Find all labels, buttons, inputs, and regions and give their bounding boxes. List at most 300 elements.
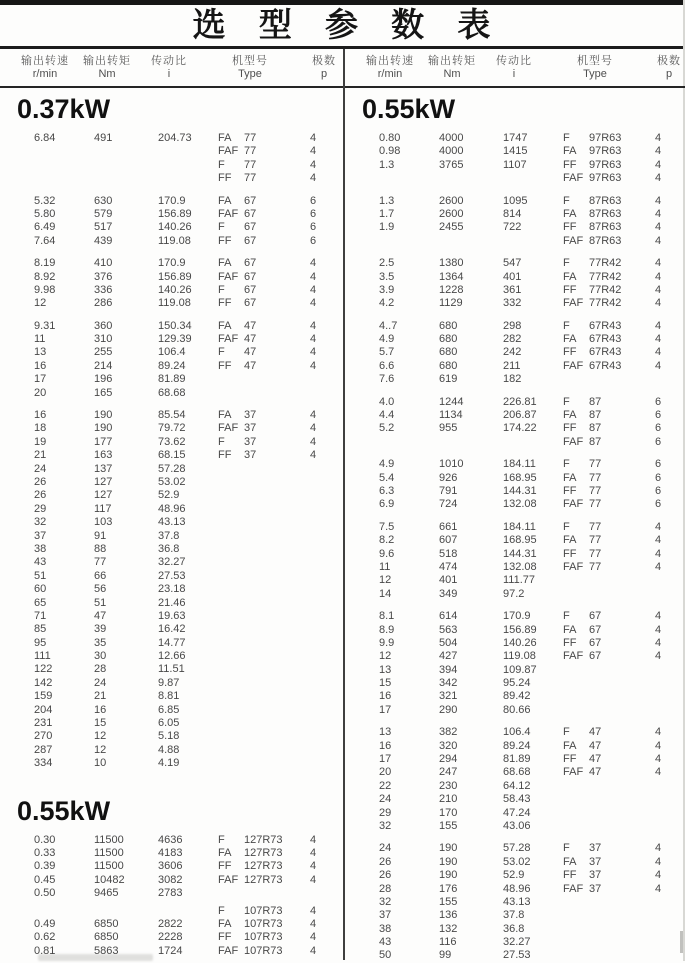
speed-cell: 29 xyxy=(379,806,392,819)
torque-cell: 24 xyxy=(94,676,107,689)
poles-cell: 4 xyxy=(655,194,662,207)
type-prefix-cell: FF xyxy=(563,547,577,560)
torque-cell: 504 xyxy=(439,636,458,649)
type-prefix-cell xyxy=(218,476,244,489)
ratio-cell: 174.22 xyxy=(503,422,537,435)
torque-cell: 165 xyxy=(94,386,113,399)
ratio-cell: 53.02 xyxy=(158,475,186,488)
column-header-row xyxy=(345,49,685,88)
poles-cell: 4 xyxy=(655,145,662,158)
ratio-cell: 68.68 xyxy=(158,386,186,399)
header-model-type xyxy=(200,54,300,82)
speed-cell: 5.7 xyxy=(379,346,395,359)
table-row xyxy=(0,387,343,400)
ratio-cell: 282 xyxy=(503,333,522,346)
table-columns xyxy=(0,49,683,960)
poles-cell: 4 xyxy=(310,359,317,372)
poles-cell xyxy=(655,664,685,677)
torque-cell: 196 xyxy=(94,373,113,386)
header-ratio-unit: i xyxy=(167,68,171,80)
ratio-cell: 89.24 xyxy=(158,359,186,372)
table-row xyxy=(345,333,685,346)
speed-cell: 95 xyxy=(34,636,47,649)
type-prefix-cell xyxy=(563,780,589,793)
torque-cell: 230 xyxy=(439,779,458,792)
type-size-cell: 37 xyxy=(589,855,602,868)
speed-cell: 38 xyxy=(34,542,47,555)
speed-cell: 24 xyxy=(34,462,47,475)
speed-cell: 50 xyxy=(379,949,392,962)
table-row xyxy=(0,860,343,873)
table-row xyxy=(0,221,343,234)
power-section-title: 0.37kW xyxy=(17,94,111,124)
type-size-cell: 67 xyxy=(244,207,257,220)
torque-cell: 1010 xyxy=(439,458,464,471)
torque-cell: 99 xyxy=(439,949,452,962)
type-size-cell: 87 xyxy=(589,409,602,422)
type-size-cell xyxy=(244,373,310,386)
torque-cell: 619 xyxy=(439,373,458,386)
type-size-cell: 87 xyxy=(589,435,602,448)
ratio-cell: 204.73 xyxy=(158,132,192,144)
torque-cell: 127 xyxy=(94,475,113,488)
torque-cell: 177 xyxy=(94,435,113,448)
ratio-cell: 21.46 xyxy=(158,596,186,609)
table-row xyxy=(345,132,685,145)
type-size-cell xyxy=(244,597,310,610)
type-size-cell xyxy=(244,887,310,900)
type-prefix-cell: FA xyxy=(563,270,577,283)
type-size-cell: 77 xyxy=(589,458,602,471)
speed-cell: 17 xyxy=(379,753,392,766)
table-row xyxy=(345,521,685,534)
table-row xyxy=(0,195,343,208)
speed-cell: 111 xyxy=(34,650,51,663)
table-row xyxy=(0,159,343,172)
torque-cell: 9465 xyxy=(94,887,119,900)
type-prefix-cell xyxy=(563,677,589,690)
type-size-cell: 77 xyxy=(589,560,602,573)
poles-cell: 4 xyxy=(655,132,662,144)
table-row xyxy=(345,896,685,909)
torque-cell: 47 xyxy=(94,609,107,622)
table-row xyxy=(345,360,685,373)
speed-cell: 4.9 xyxy=(379,333,395,346)
type-prefix-cell: FF xyxy=(563,221,577,234)
poles-cell xyxy=(655,793,685,806)
row-block xyxy=(0,409,343,771)
speed-cell: 12 xyxy=(379,574,392,587)
ratio-cell: 206.87 xyxy=(503,409,537,422)
speed-cell: 37 xyxy=(379,909,392,922)
torque-cell: 39 xyxy=(94,623,107,636)
speed-cell: 29 xyxy=(34,502,47,515)
type-size-cell: 127R73 xyxy=(244,833,283,846)
speed-cell: 26 xyxy=(379,855,392,868)
torque-cell: 91 xyxy=(94,529,107,542)
poles-cell: 4 xyxy=(310,873,317,886)
table-row xyxy=(345,664,685,677)
speed-cell: 16 xyxy=(34,359,47,372)
type-size-cell: 127R73 xyxy=(244,846,283,859)
type-prefix-cell: FF xyxy=(563,753,577,766)
type-size-cell xyxy=(244,610,310,623)
type-prefix-cell xyxy=(218,717,244,730)
type-size-cell: 77R42 xyxy=(589,257,622,270)
table-row xyxy=(0,757,343,770)
type-size-cell: 47 xyxy=(589,739,602,752)
ratio-cell: 170.9 xyxy=(158,257,186,270)
type-prefix-cell: FAF xyxy=(563,435,584,448)
type-size-cell: 97R63 xyxy=(589,145,622,158)
poles-cell xyxy=(655,373,685,386)
speed-cell: 85 xyxy=(34,623,47,636)
ratio-cell xyxy=(158,145,218,158)
ratio-cell: 184.11 xyxy=(503,520,536,533)
torque-cell: 11500 xyxy=(94,860,124,873)
ratio-cell: 129.39 xyxy=(158,333,192,346)
type-size-cell xyxy=(589,677,655,690)
ratio-cell: 156.89 xyxy=(503,623,537,636)
ratio-cell: 156.89 xyxy=(158,207,192,220)
torque-cell xyxy=(439,235,503,248)
ratio-cell: 119.08 xyxy=(503,650,536,663)
speed-cell: 4.0 xyxy=(379,395,395,408)
ratio-cell: 109.87 xyxy=(503,663,537,676)
table-row xyxy=(0,874,343,887)
type-prefix-cell xyxy=(218,489,244,502)
ratio-cell: 144.31 xyxy=(503,484,537,497)
table-row xyxy=(345,346,685,359)
table-row xyxy=(0,208,343,221)
speed-cell: 9.31 xyxy=(34,319,56,332)
type-prefix-cell: FF xyxy=(218,449,232,462)
ratio-cell: 4183 xyxy=(158,846,183,859)
speed-cell: 32 xyxy=(379,819,392,832)
speed-cell xyxy=(34,145,94,158)
speed-cell: 16 xyxy=(379,739,392,752)
torque-cell: 791 xyxy=(439,484,458,497)
type-prefix-cell: FA xyxy=(563,409,577,422)
type-prefix-cell xyxy=(563,588,589,601)
type-size-cell xyxy=(244,744,310,757)
ratio-cell: 5.18 xyxy=(158,730,180,743)
type-size-cell: 67 xyxy=(244,221,257,234)
poles-cell xyxy=(655,588,685,601)
torque-cell: 155 xyxy=(439,895,458,908)
poles-cell: 4 xyxy=(655,221,662,234)
torque-cell: 190 xyxy=(439,855,458,868)
ratio-cell: 132.08 xyxy=(503,498,537,511)
torque-cell: 3765 xyxy=(439,158,464,171)
poles-cell: 4 xyxy=(655,636,662,649)
type-size-cell: 77 xyxy=(589,547,602,560)
poles-cell: 6 xyxy=(655,458,662,471)
type-size-cell: 77 xyxy=(244,145,257,158)
type-size-cell xyxy=(244,556,310,569)
type-prefix-cell: F xyxy=(218,833,225,846)
ratio-cell: 361 xyxy=(503,283,522,296)
type-prefix-cell xyxy=(218,637,244,650)
ratio-cell: 81.89 xyxy=(158,373,186,386)
type-prefix-cell xyxy=(563,793,589,806)
type-prefix-cell: F xyxy=(563,319,570,332)
type-size-cell: 37 xyxy=(244,449,257,462)
scan-edge-artifact xyxy=(680,931,683,953)
type-prefix-cell: F xyxy=(563,726,570,739)
torque-cell: 136 xyxy=(439,909,458,922)
ratio-cell: 547 xyxy=(503,257,522,270)
torque-cell: 955 xyxy=(439,422,458,435)
torque-cell: 1129 xyxy=(439,297,463,310)
poles-cell: 6 xyxy=(655,435,662,448)
type-size-cell xyxy=(589,807,655,820)
type-prefix-cell: F xyxy=(563,194,570,207)
header-model-type xyxy=(545,54,645,82)
speed-cell: 1.9 xyxy=(379,221,395,234)
ratio-cell: 95.24 xyxy=(503,677,531,690)
poles-cell: 6 xyxy=(310,194,317,207)
speed-cell: 6.6 xyxy=(379,359,395,372)
table-row xyxy=(0,360,343,373)
type-prefix-cell: FAF xyxy=(218,270,239,283)
torque-cell: 320 xyxy=(439,739,458,752)
torque-cell: 680 xyxy=(439,333,458,346)
type-size-cell: 87 xyxy=(589,395,602,408)
type-size-cell xyxy=(244,476,310,489)
type-size-cell xyxy=(589,793,655,806)
type-prefix-cell: FAF xyxy=(563,297,584,310)
table-row xyxy=(0,730,343,743)
type-size-cell: 87 xyxy=(589,422,602,435)
ratio-cell: 32.27 xyxy=(503,936,531,949)
type-prefix-cell: FAF xyxy=(563,882,584,895)
header-output-torque xyxy=(76,54,138,82)
speed-cell: 4..7 xyxy=(379,319,398,332)
type-prefix-cell: FA xyxy=(563,207,577,220)
power-section-title: 0.55kW xyxy=(362,94,456,124)
table-row xyxy=(345,883,685,896)
type-size-cell xyxy=(244,530,310,543)
poles-cell: 6 xyxy=(655,484,662,497)
speed-cell: 32 xyxy=(379,895,392,908)
type-prefix-cell: FF xyxy=(218,172,232,185)
speed-cell: 7.5 xyxy=(379,520,395,533)
torque-cell: 2600 xyxy=(439,194,464,207)
ratio-cell: 298 xyxy=(503,319,522,332)
table-row xyxy=(345,842,685,855)
poles-cell: 4 xyxy=(310,435,317,448)
torque-cell: 286 xyxy=(94,297,113,310)
type-prefix-cell xyxy=(218,677,244,690)
speed-cell: 0.30 xyxy=(34,833,56,846)
type-size-cell: 67 xyxy=(589,623,602,636)
table-row xyxy=(0,333,343,346)
ratio-cell: 119.08 xyxy=(158,234,191,247)
type-size-cell xyxy=(244,757,310,770)
torque-cell: 680 xyxy=(439,346,458,359)
speed-cell: 26 xyxy=(379,869,392,882)
torque-cell xyxy=(94,905,158,918)
ratio-cell: 1095 xyxy=(503,194,528,207)
poles-cell: 4 xyxy=(310,297,317,310)
torque-cell: 163 xyxy=(94,449,113,462)
poles-cell: 4 xyxy=(655,869,662,882)
header-poles-unit: p xyxy=(665,68,673,80)
torque-cell: 680 xyxy=(439,319,458,332)
ratio-cell: 6.05 xyxy=(158,717,180,730)
type-size-cell: 127R73 xyxy=(244,860,283,873)
type-size-cell xyxy=(244,570,310,583)
poles-cell: 4 xyxy=(310,333,317,346)
type-prefix-cell xyxy=(218,530,244,543)
table-row xyxy=(0,422,343,435)
speed-cell: 0.98 xyxy=(379,145,401,158)
ratio-cell: 140.26 xyxy=(158,221,192,234)
table-row xyxy=(345,409,685,422)
speed-cell: 0.62 xyxy=(34,931,56,944)
row-block xyxy=(345,726,685,833)
speed-cell: 17 xyxy=(379,703,392,716)
type-prefix-cell xyxy=(563,820,589,833)
table-row xyxy=(345,195,685,208)
type-prefix-cell xyxy=(563,807,589,820)
poles-cell xyxy=(655,780,685,793)
poles-cell xyxy=(655,896,685,909)
torque-cell xyxy=(94,159,158,172)
type-size-cell xyxy=(589,896,655,909)
header-model-type-cn: 机型号 xyxy=(232,55,268,67)
speed-cell: 0.81 xyxy=(34,944,56,957)
type-size-cell: 77 xyxy=(589,471,602,484)
torque-cell: 190 xyxy=(439,869,458,882)
header-poles-cn: 极数 xyxy=(312,55,336,67)
poles-cell: 4 xyxy=(655,234,662,247)
type-prefix-cell xyxy=(563,664,589,677)
table-row xyxy=(345,624,685,637)
type-size-cell xyxy=(589,909,655,922)
torque-cell: 1380 xyxy=(439,257,464,270)
type-size-cell: 47 xyxy=(244,333,257,346)
poles-cell: 4 xyxy=(655,283,662,296)
table-row xyxy=(345,271,685,284)
table-row xyxy=(0,663,343,676)
speed-cell: 334 xyxy=(34,757,53,770)
torque-cell: 6850 xyxy=(94,931,119,944)
table-row xyxy=(0,489,343,502)
type-size-cell xyxy=(244,583,310,596)
ratio-cell: 43.06 xyxy=(503,819,531,832)
poles-cell: 4 xyxy=(655,359,662,372)
page-title: 选 型 参 数 表 xyxy=(192,6,503,43)
speed-cell: 3.5 xyxy=(379,270,395,283)
type-size-cell: 67 xyxy=(244,283,257,296)
type-prefix-cell: F xyxy=(563,458,570,471)
poles-cell xyxy=(655,807,685,820)
ratio-cell: 23.18 xyxy=(158,583,186,596)
speed-cell: 15 xyxy=(379,677,392,690)
torque-cell: 11500 xyxy=(94,846,124,859)
speed-cell: 43 xyxy=(379,936,392,949)
ratio-cell: 2783 xyxy=(158,887,183,900)
row-block xyxy=(345,396,685,450)
table-row xyxy=(0,284,343,297)
speed-cell: 4.4 xyxy=(379,409,395,422)
poles-cell: 4 xyxy=(655,855,662,868)
table-row xyxy=(0,610,343,623)
poles-cell: 4 xyxy=(655,172,662,185)
row-block xyxy=(0,320,343,400)
table-row xyxy=(345,458,685,471)
type-size-cell xyxy=(244,387,310,400)
torque-cell: 214 xyxy=(94,359,113,372)
speed-cell: 0.49 xyxy=(34,917,56,930)
type-prefix-cell: F xyxy=(563,132,570,144)
ratio-cell: 168.95 xyxy=(503,534,537,547)
type-size-cell: 37 xyxy=(589,869,602,882)
type-prefix-cell: FA xyxy=(218,846,232,859)
table-row xyxy=(0,132,343,145)
row-block xyxy=(345,320,685,387)
ratio-cell xyxy=(503,235,563,248)
speed-cell: 6.49 xyxy=(34,221,56,234)
table-row xyxy=(0,704,343,717)
speed-cell: 16 xyxy=(379,690,392,703)
header-output-speed-unit: r/min xyxy=(377,68,403,80)
table-row xyxy=(345,740,685,753)
type-size-cell: 67 xyxy=(244,257,257,270)
table-row xyxy=(0,556,343,569)
right-half-table xyxy=(343,49,685,960)
ratio-cell: 79.72 xyxy=(158,422,186,435)
speed-cell: 2.5 xyxy=(379,257,395,270)
table-row xyxy=(0,918,343,931)
ratio-cell: 73.62 xyxy=(158,435,186,448)
torque-cell: 117 xyxy=(94,502,112,515)
type-size-cell: 47 xyxy=(244,359,257,372)
row-block xyxy=(345,257,685,311)
speed-cell: 19 xyxy=(34,435,47,448)
speed-cell: 287 xyxy=(34,743,53,756)
ratio-cell: 2822 xyxy=(158,917,183,930)
header-poles-unit: p xyxy=(320,68,328,80)
speed-cell: 231 xyxy=(34,717,53,730)
torque-cell: 103 xyxy=(94,516,113,529)
ratio-cell: 6.85 xyxy=(158,703,180,716)
speed-cell: 6.3 xyxy=(379,484,395,497)
type-prefix-cell: FF xyxy=(563,869,577,882)
speed-cell: 159 xyxy=(34,690,53,703)
type-size-cell: 67 xyxy=(589,610,602,623)
ratio-cell: 111.77 xyxy=(503,574,536,587)
type-size-cell xyxy=(244,516,310,529)
ratio-cell: 14.77 xyxy=(158,636,186,649)
speed-cell: 9.98 xyxy=(34,283,56,296)
table-row xyxy=(345,856,685,869)
table-row xyxy=(345,780,685,793)
speed-cell: 7.6 xyxy=(379,373,395,386)
poles-cell: 4 xyxy=(310,931,317,944)
ratio-cell: 184.11 xyxy=(503,458,536,471)
ratio-cell xyxy=(503,436,563,449)
torque-cell: 724 xyxy=(439,498,458,511)
torque-cell: 255 xyxy=(94,346,113,359)
table-row xyxy=(345,548,685,561)
table-row xyxy=(345,235,685,248)
type-prefix-cell xyxy=(218,650,244,663)
poles-cell: 4 xyxy=(310,257,317,270)
ratio-cell xyxy=(158,159,218,172)
